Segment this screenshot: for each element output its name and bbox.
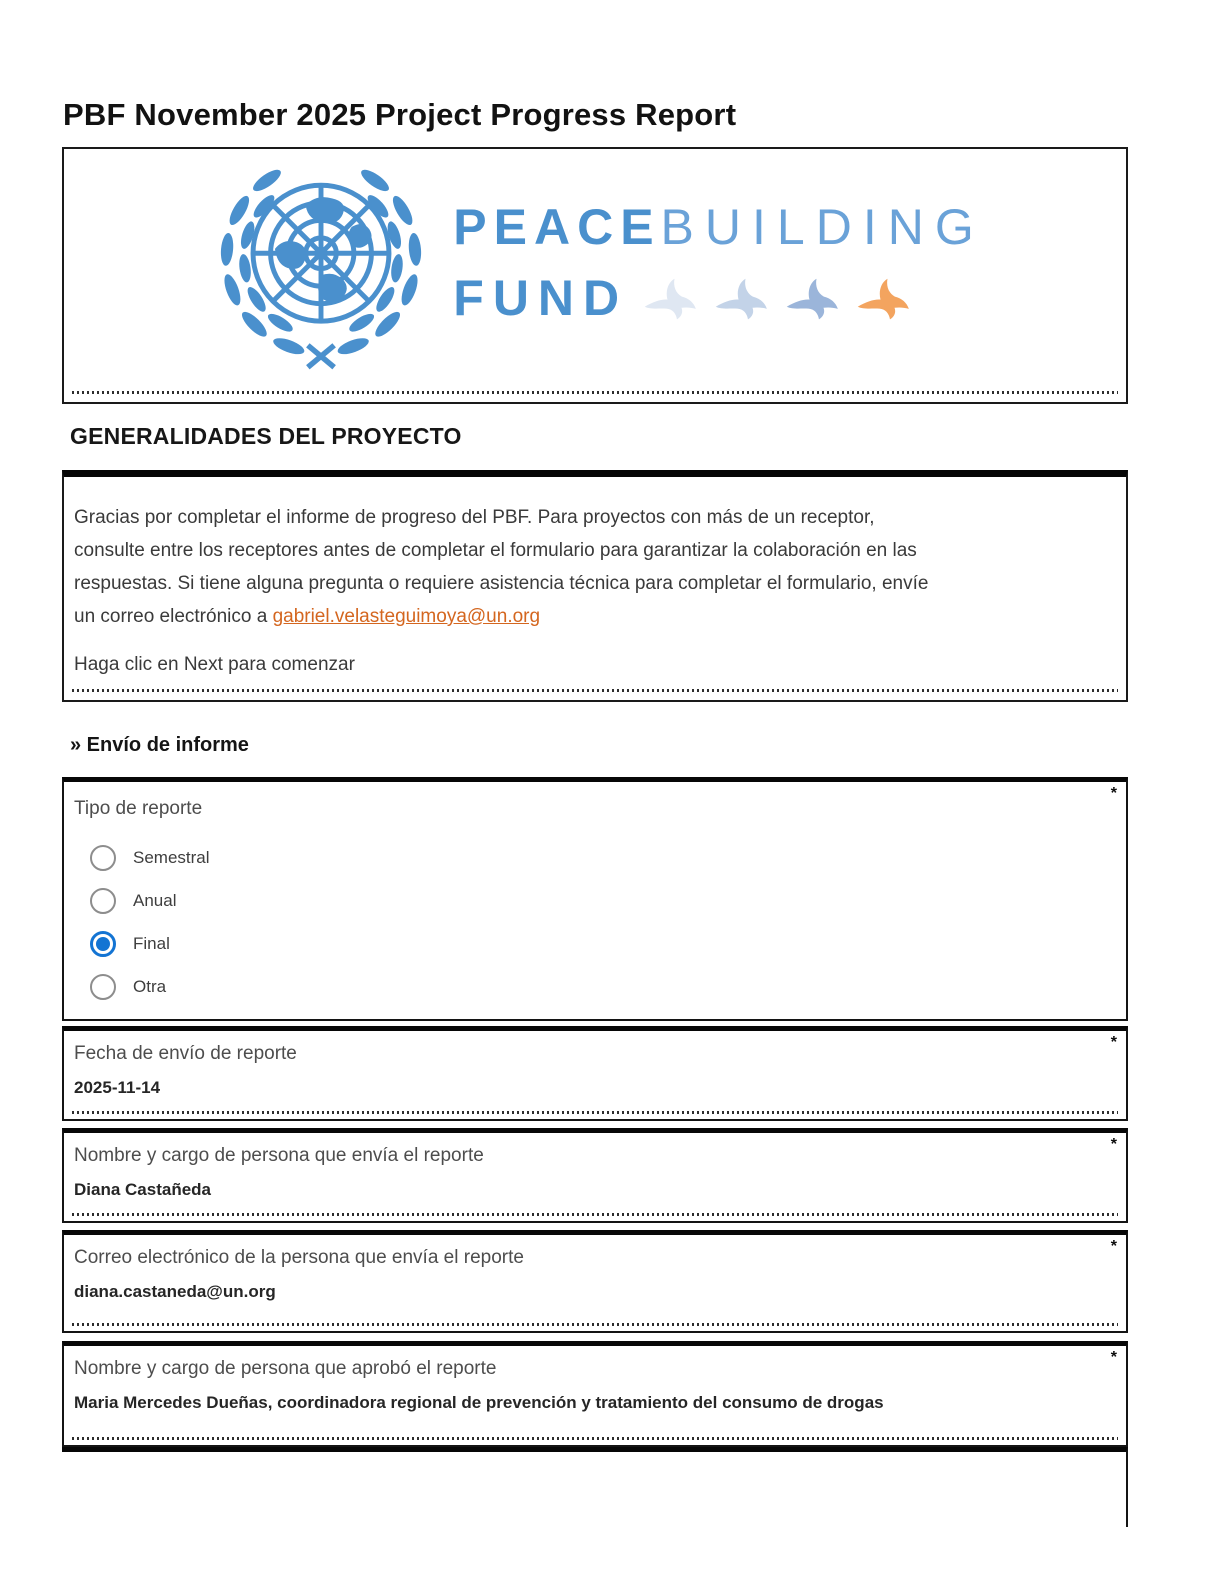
question-block-nombre-envia: [62, 1128, 1128, 1223]
radio-option-label: Semestral: [133, 847, 210, 867]
intro-text-line: [74, 600, 1112, 633]
question-block-fecha-de-envio: [62, 1026, 1128, 1121]
intro-text-line: Gracias por completar el informe de progreso del PBF. Para proyectos con más de un receptor,: [74, 507, 875, 528]
subsection-heading-envio-de-informe: » Envío de informe: [70, 734, 249, 756]
question-block-nombre-aprobo: [62, 1341, 1128, 1447]
question-label: Nombre y cargo de persona que envía el reporte: [74, 1145, 484, 1166]
answer-value: Maria Mercedes Dueñas, coordinadora regional de prevención y tratamiento del consumo de drogas: [74, 1393, 884, 1412]
dove-icon: [856, 275, 912, 321]
pbf-logo-box: [62, 147, 1128, 404]
logo-word-fund: FUND: [453, 269, 629, 326]
radio-button-icon[interactable]: [90, 845, 116, 871]
intro-text-line: consulte entre los receptores antes de completar el formulario para garantizar la colaboración en las: [74, 540, 917, 561]
answer-value: diana.castaneda@un.org: [74, 1282, 276, 1301]
divider-dotted: [72, 1323, 1118, 1326]
radio-group-tipo-de-reporte: [74, 836, 1126, 1008]
question-label: Fecha de envío de reporte: [74, 1043, 297, 1064]
pbf-logo-wordmark: [453, 198, 984, 327]
question-block-tipo-de-reporte: [62, 777, 1128, 1021]
un-emblem-icon: [205, 148, 437, 376]
required-asterisk: *: [1110, 785, 1117, 802]
next-question-block-partial: [62, 1447, 1128, 1527]
required-asterisk: *: [1110, 1349, 1117, 1366]
intro-text-line: respuestas. Si tiene alguna pregunta o requiere asistencia técnica para completar el formulario, envíe: [74, 573, 929, 594]
divider-dotted: [72, 689, 1118, 692]
radio-button-icon[interactable]: [90, 888, 116, 914]
intro-text-line-lead: un correo electrónico a: [74, 606, 273, 627]
dove-icon: [714, 275, 770, 321]
required-asterisk: *: [1110, 1238, 1117, 1255]
required-asterisk: *: [1110, 1136, 1117, 1153]
divider-dotted: [72, 391, 1118, 394]
divider-dotted: [72, 1111, 1118, 1114]
radio-option-anual[interactable]: [74, 879, 1126, 922]
divider-dotted: [72, 1213, 1118, 1216]
next-hint-text: Haga clic en Next para comenzar: [74, 654, 355, 675]
radio-option-label: Final: [133, 933, 170, 953]
question-label: Nombre y cargo de persona que aprobó el reporte: [74, 1358, 497, 1379]
logo-word-building: BUILDING: [660, 198, 985, 255]
page-title: PBF November 2025 Project Progress Report: [63, 96, 737, 132]
radio-option-otra[interactable]: [74, 965, 1126, 1008]
radio-button-selected-icon[interactable]: [90, 931, 116, 957]
support-email-link[interactable]: gabriel.velasteguimoya@un.org: [272, 606, 541, 627]
radio-button-icon[interactable]: [90, 974, 116, 1000]
answer-value: 2025-11-14: [74, 1078, 161, 1097]
radio-option-semestral[interactable]: [74, 836, 1126, 879]
divider-dotted: [72, 1437, 1118, 1440]
question-label: Tipo de reporte: [74, 798, 203, 819]
answer-value: Diana Castañeda: [74, 1180, 211, 1199]
radio-option-final[interactable]: [74, 922, 1126, 965]
dove-icon: [643, 275, 699, 321]
required-asterisk: *: [1110, 1034, 1117, 1051]
pbf-logo: [64, 149, 1126, 375]
question-block-correo-electronico: [62, 1230, 1128, 1333]
radio-option-label: Otra: [133, 976, 167, 996]
intro-box: [62, 470, 1128, 702]
section-heading-generalidades: GENERALIDADES DEL PROYECTO: [70, 423, 462, 449]
dove-icon: [785, 275, 841, 321]
question-label: Correo electrónico de la persona que envía el reporte: [74, 1247, 524, 1268]
radio-option-label: Anual: [133, 890, 177, 910]
logo-word-peace: PEACE: [453, 198, 661, 255]
